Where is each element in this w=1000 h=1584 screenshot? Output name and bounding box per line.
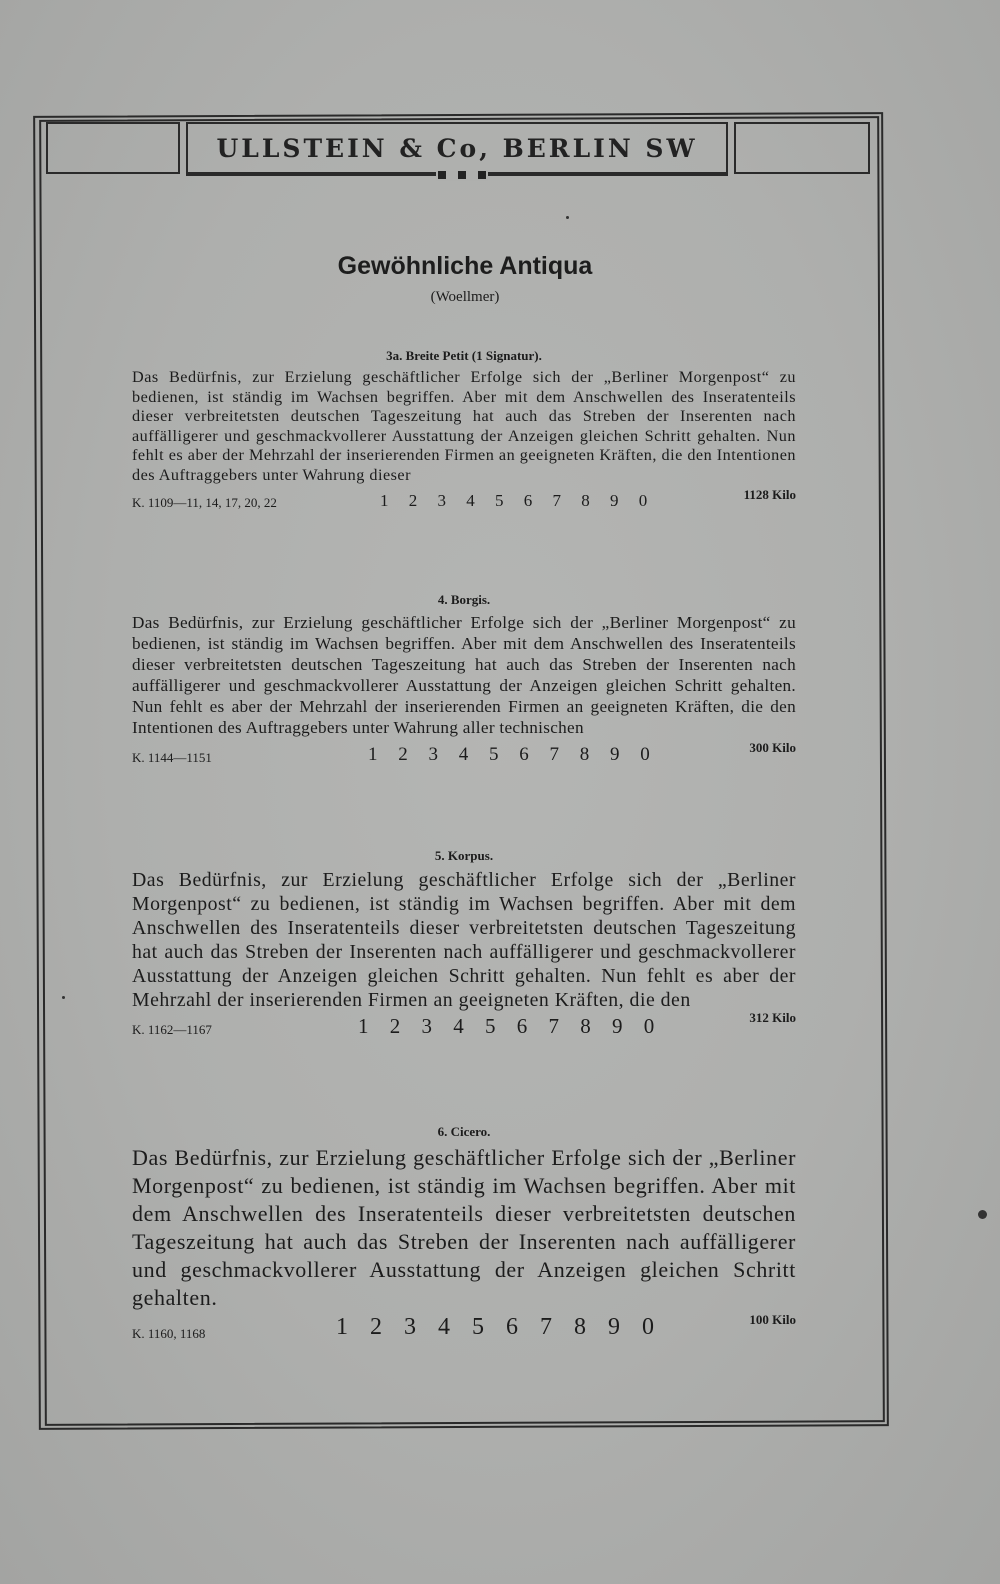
- specimen-label: 4. Borgis.: [437, 592, 491, 607]
- k-number: K. 1144—1151: [132, 750, 212, 765]
- specimen-footer: [132, 1010, 796, 1044]
- paper-speck: [566, 216, 569, 219]
- digit-row: 1 2 3 4 5 6 7 8 9 0: [358, 1014, 663, 1038]
- specimen-footer: [132, 1314, 796, 1344]
- page-headline: Gewöhnliche Antiqua: [337, 252, 593, 280]
- header-right-box: [734, 122, 870, 174]
- kilo-weight: 1128 Kilo: [743, 487, 796, 502]
- k-number: K. 1109—11, 14, 17, 20, 22: [132, 495, 277, 510]
- specimen-text: Das Bedürfnis, zur Erzielung geschäftlicher Erfolge sich der „Berliner Morgenpost“ zu bedienen, ist ständig im Wachsen begriffen. Aber mit dem Anschwellen des Inseratenteils dieser verbreitetsten deutschen Tageszeitung hat auch das Streben der Inserenten nach auffälligerer und geschmackvollerer Ausstattung der Anzeigen gleichen Schritt gehalten. Nun fehlt es aber der Mehrzahl der inserierenden Firmen an geeigneten Kräften, die den Intentionen des Auftraggebers unter Wahrung dieser: [132, 368, 796, 484]
- specimen-breite-petit: [132, 348, 796, 517]
- header-left-box: [46, 122, 180, 174]
- specimen-label: 3a. Breite Petit (1 Signatur).: [386, 348, 542, 363]
- specimen-korpus: [132, 848, 796, 1044]
- kilo-weight: 312 Kilo: [749, 1010, 796, 1025]
- specimen-text: Das Bedürfnis, zur Erzielung geschäftlicher Erfolge sich der „Berliner Morgenpost“ zu bedienen, ist ständig im Wachsen begriffen. Aber mit dem Anschwellen des Inseratenteils dieser verbreitetsten deutschen Tageszeitung hat auch das Streben der Inserenten nach auffälligerer und geschmackvollerer Ausstattung der Anzeigen gleichen Schritt gehalten. Nun fehlt es aber der Mehrzahl der inserierenden Firmen an geeigneten Kräften, die den: [132, 869, 796, 1011]
- page-subheadline: (Woellmer): [430, 289, 500, 305]
- k-number: K. 1162—1167: [132, 1022, 212, 1037]
- specimen-text: Das Bedürfnis, zur Erzielung geschäftlicher Erfolge sich der „Berliner Morgenpost“ zu bedienen, ist ständig im Wachsen begriffen. Aber mit dem Anschwellen des Inseratenteils dieser verbreitetsten deutschen Tageszeitung hat auch das Streben der Inserenten nach auffälligerer und geschmackvollerer Ausstattung der Anzeigen gleichen Schritt gehalten. Nun fehlt es aber der Mehrzahl der inserierenden Firmen an geeigneten Kräften, die den Intentionen des Auftraggebers unter Wahrung aller technischen: [132, 613, 796, 737]
- specimen-cicero: [132, 1124, 796, 1344]
- kilo-weight: 100 Kilo: [749, 1312, 796, 1327]
- specimen-footer: [132, 740, 796, 770]
- specimen-label: 5. Korpus.: [434, 848, 494, 863]
- header-ornament: [436, 171, 488, 181]
- paper-speck: [62, 996, 65, 999]
- kilo-weight: 300 Kilo: [749, 740, 796, 755]
- digit-row: 1 2 3 4 5 6 7 8 9 0: [336, 1314, 662, 1340]
- specimen-footer: [132, 487, 796, 517]
- specimen-text: Das Bedürfnis, zur Erzielung geschäftlicher Erfolge sich der „Berliner Morgenpost“ zu bedienen, ist ständig im Wachsen begriffen. Aber mit dem Anschwellen des Inseratenteils dieser verbreitetsten deutschen Tageszeitung hat auch das Streben der Inserenten nach auffälligerer und geschmackvollerer Ausstattung der Anzeigen gleichen Schritt gehalten.: [132, 1145, 796, 1310]
- header-title: ULLSTEIN & Co, BERLIN SW: [216, 133, 698, 163]
- k-number: K. 1160, 1168: [132, 1326, 206, 1341]
- header-title-box: [186, 122, 728, 174]
- specimen-label: 6. Cicero.: [437, 1124, 491, 1139]
- paper-speck: [978, 1210, 987, 1219]
- specimen-borgis: [132, 592, 796, 770]
- digit-row: 1 2 3 4 5 6 7 8 9 0: [368, 744, 658, 765]
- digit-row: 1 2 3 4 5 6 7 8 9 0: [380, 491, 656, 510]
